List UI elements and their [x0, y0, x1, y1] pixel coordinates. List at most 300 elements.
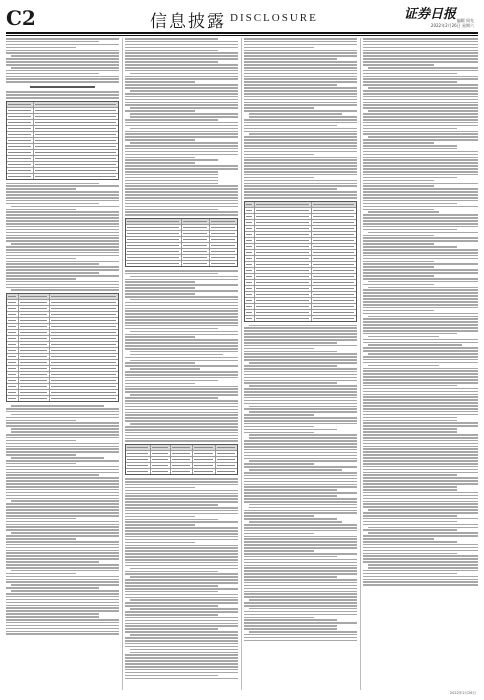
text-line — [125, 675, 218, 677]
text-line — [244, 429, 337, 431]
text-line — [130, 142, 238, 144]
text-line — [244, 394, 357, 396]
text-line — [363, 237, 478, 239]
text-line — [244, 151, 357, 153]
text-line — [125, 290, 238, 292]
text-line — [363, 457, 478, 459]
text-line — [363, 119, 478, 121]
text-line — [6, 541, 119, 543]
text-line — [125, 362, 195, 364]
text-line — [363, 472, 478, 474]
text-line — [6, 498, 119, 500]
text-line — [244, 353, 357, 355]
text-line — [244, 168, 357, 170]
text-line — [244, 377, 357, 379]
text-line — [125, 125, 238, 127]
text-line — [125, 67, 238, 69]
text-line — [244, 538, 357, 540]
table-cell — [19, 366, 51, 371]
text-line — [363, 284, 434, 286]
text-line — [244, 408, 357, 410]
text-line — [6, 223, 119, 225]
table-cell — [255, 298, 313, 303]
text-line — [125, 102, 238, 104]
table-cell — [182, 249, 210, 254]
text-line — [6, 573, 76, 575]
table-cell — [245, 316, 255, 321]
text-line — [125, 104, 238, 106]
text-line — [125, 293, 195, 295]
text-block — [6, 405, 119, 635]
table-cell — [50, 390, 118, 395]
text-line — [363, 434, 478, 436]
text-line — [125, 47, 238, 49]
text-line — [363, 581, 478, 583]
text-line — [363, 501, 478, 503]
text-line — [244, 625, 337, 627]
table-cell — [19, 372, 51, 377]
table-cell — [312, 220, 356, 225]
text-line — [6, 226, 119, 228]
text-line — [368, 232, 478, 234]
text-line — [244, 498, 357, 500]
text-line — [363, 157, 478, 159]
article-columns — [6, 38, 478, 690]
text-line — [125, 640, 238, 642]
text-line — [363, 330, 478, 332]
table-cell — [7, 162, 34, 167]
text-line — [130, 128, 238, 130]
text-line — [125, 348, 238, 350]
text-line — [363, 463, 478, 465]
text-line — [363, 131, 478, 133]
text-line — [6, 188, 76, 190]
text-line — [125, 296, 238, 298]
text-line — [6, 550, 119, 552]
table-cell — [7, 306, 19, 311]
text-line — [125, 582, 238, 584]
table-cell — [34, 102, 118, 107]
text-line — [244, 157, 357, 159]
table-cell — [245, 286, 255, 291]
text-line — [6, 631, 119, 633]
text-line — [6, 602, 119, 604]
text-line — [125, 406, 238, 408]
table-cell — [50, 384, 118, 389]
text-line — [125, 287, 195, 289]
section-title: 信息披露 — [150, 12, 226, 32]
text-line — [368, 287, 478, 289]
text-line — [368, 567, 478, 569]
text-line — [363, 139, 478, 141]
table-cell — [245, 214, 255, 219]
text-line — [363, 535, 478, 537]
text-line — [244, 495, 337, 497]
text-line — [244, 472, 357, 474]
text-line — [363, 301, 478, 303]
text-line — [363, 298, 478, 300]
text-line — [244, 330, 357, 332]
text-line — [363, 214, 478, 216]
table-cell — [255, 292, 313, 297]
table-cell — [255, 274, 313, 279]
text-line — [363, 584, 478, 586]
table-cell — [182, 243, 210, 248]
text-line — [363, 197, 478, 199]
text-line — [363, 454, 478, 456]
text-line — [125, 81, 195, 83]
table-cell — [171, 457, 193, 462]
text-line — [244, 191, 357, 193]
text-line — [363, 324, 478, 326]
text-line — [363, 492, 478, 494]
table-cell — [50, 318, 118, 323]
column-3 — [244, 38, 357, 690]
text-line — [125, 678, 238, 680]
text-line — [125, 284, 238, 286]
text-line — [6, 587, 99, 589]
text-line — [244, 194, 357, 196]
table-cell — [171, 445, 193, 450]
table-cell — [50, 342, 118, 347]
text-line — [249, 521, 342, 523]
table-cell — [126, 457, 151, 462]
text-line — [130, 351, 238, 353]
text-line — [368, 509, 478, 511]
text-line — [244, 356, 357, 358]
table-cell — [182, 225, 210, 230]
data-table — [244, 201, 357, 322]
text-line — [363, 235, 434, 237]
text-line — [6, 521, 119, 523]
table-cell — [245, 310, 255, 315]
text-line — [125, 643, 238, 645]
text-line — [363, 376, 478, 378]
table-cell — [19, 348, 51, 353]
text-line — [244, 107, 314, 109]
text-block — [125, 478, 238, 679]
text-line — [11, 584, 119, 586]
text-line — [363, 529, 457, 531]
text-line — [125, 585, 218, 587]
text-line — [244, 348, 314, 350]
text-line — [244, 455, 357, 457]
text-line — [6, 581, 119, 583]
text-line — [125, 148, 238, 150]
text-line — [363, 261, 434, 263]
text-line — [6, 434, 119, 436]
text-line — [244, 417, 357, 419]
text-line — [244, 102, 357, 104]
table-cell — [245, 298, 255, 303]
text-line — [244, 570, 357, 572]
text-line — [368, 281, 478, 283]
text-line — [11, 590, 119, 592]
column-divider — [241, 38, 242, 690]
text-line — [125, 374, 238, 376]
text-line — [363, 180, 434, 182]
text-line — [130, 423, 238, 425]
header-rule — [6, 32, 478, 34]
text-line — [363, 272, 478, 274]
text-line — [6, 544, 119, 546]
text-line — [125, 119, 218, 121]
text-line — [125, 429, 238, 431]
text-line — [125, 151, 238, 153]
text-line — [125, 435, 238, 437]
table-cell — [210, 231, 237, 236]
text-line — [363, 573, 457, 575]
text-line — [11, 405, 104, 407]
text-line — [244, 593, 357, 595]
text-line — [363, 183, 478, 185]
text-line — [244, 591, 357, 593]
text-line — [6, 443, 119, 445]
table-cell — [312, 316, 356, 321]
text-line — [244, 420, 357, 422]
text-line — [244, 78, 357, 80]
text-line — [363, 128, 457, 130]
text-line — [363, 76, 478, 78]
data-table — [6, 293, 119, 402]
text-line — [6, 272, 99, 274]
text-line — [125, 171, 218, 173]
text-line — [363, 474, 457, 476]
text-line — [125, 365, 238, 367]
text-line — [363, 61, 478, 63]
text-line — [6, 460, 119, 462]
text-line — [130, 331, 238, 333]
text-line — [11, 243, 119, 245]
text-line — [363, 206, 478, 208]
text-line — [125, 209, 218, 211]
text-line — [6, 579, 119, 581]
table-cell — [245, 262, 255, 267]
text-line — [244, 622, 357, 624]
text-line — [244, 478, 357, 480]
text-line — [363, 576, 478, 578]
table-cell — [19, 396, 51, 401]
text-line — [125, 55, 238, 57]
text-line — [244, 501, 357, 503]
text-line — [6, 246, 119, 248]
table-row — [126, 469, 237, 474]
text-line — [244, 463, 314, 465]
text-line — [363, 58, 478, 60]
text-line — [6, 607, 119, 609]
text-line — [6, 217, 119, 219]
text-line — [363, 125, 478, 127]
text-line — [125, 654, 238, 656]
text-line — [244, 617, 314, 619]
text-block — [244, 325, 357, 642]
table-cell — [19, 318, 51, 323]
text-line — [125, 623, 238, 625]
text-line — [363, 255, 478, 257]
section-title-english: DISCLOSURE — [230, 12, 318, 24]
text-line — [244, 640, 357, 642]
text-line — [6, 524, 119, 526]
table-cell — [50, 336, 118, 341]
text-line — [125, 553, 238, 555]
text-line — [6, 440, 76, 442]
text-line — [244, 585, 357, 587]
table-cell — [193, 457, 215, 462]
text-line — [244, 185, 357, 187]
text-line — [368, 344, 462, 346]
text-line — [363, 81, 457, 83]
text-line — [363, 249, 478, 251]
text-line — [363, 162, 478, 164]
text-line — [130, 360, 238, 362]
text-line — [363, 558, 478, 560]
text-line — [6, 610, 119, 612]
text-line — [244, 565, 357, 567]
text-line — [125, 383, 195, 385]
table-cell — [50, 312, 118, 317]
text-line — [130, 276, 238, 278]
text-line — [130, 368, 200, 370]
table-cell — [151, 469, 171, 474]
table-cell — [50, 366, 118, 371]
text-line — [363, 512, 478, 514]
table-cell — [34, 126, 118, 131]
text-line — [244, 90, 357, 92]
text-line — [368, 87, 478, 89]
text-line — [363, 104, 478, 106]
table-cell — [312, 208, 356, 213]
table-cell — [193, 469, 215, 474]
text-line — [6, 237, 119, 239]
table-cell — [34, 168, 118, 173]
text-line — [363, 318, 478, 320]
column-4 — [363, 38, 478, 690]
text-line — [6, 599, 119, 601]
table-cell — [245, 220, 255, 225]
text-line — [6, 70, 119, 72]
text-line — [363, 515, 457, 517]
text-line — [6, 451, 119, 453]
text-line — [125, 545, 238, 547]
table-cell — [245, 256, 255, 261]
text-line — [363, 52, 478, 54]
text-line — [125, 188, 238, 190]
text-line — [125, 64, 238, 66]
text-line — [363, 240, 478, 242]
text-line — [249, 434, 357, 436]
text-line — [6, 411, 119, 413]
text-line — [249, 362, 357, 364]
text-line — [125, 412, 238, 414]
table-cell — [7, 168, 34, 173]
text-line — [130, 107, 238, 109]
table-cell — [7, 384, 19, 389]
text-line — [368, 532, 478, 534]
text-line — [244, 50, 357, 52]
text-line — [244, 87, 357, 89]
text-line — [6, 278, 76, 280]
text-line — [363, 275, 434, 277]
text-line — [125, 397, 218, 399]
text-line — [244, 388, 357, 390]
text-line — [125, 310, 238, 312]
text-line — [363, 289, 478, 291]
text-line — [244, 403, 357, 405]
text-line — [249, 631, 357, 633]
text-line — [125, 438, 238, 440]
text-line — [6, 249, 119, 251]
text-line — [244, 512, 357, 514]
text-line — [11, 570, 119, 572]
text-line — [11, 67, 119, 69]
text-line — [6, 628, 119, 630]
text-line — [244, 518, 337, 520]
text-line — [125, 308, 238, 310]
text-line — [125, 588, 238, 590]
text-line — [244, 38, 357, 40]
table-cell — [312, 250, 356, 255]
text-line — [125, 96, 238, 98]
text-line — [244, 544, 357, 546]
text-line — [125, 93, 238, 95]
text-line — [6, 97, 119, 99]
table-cell — [19, 294, 51, 299]
text-line — [125, 533, 238, 535]
table-cell — [245, 268, 255, 273]
text-line — [244, 159, 357, 161]
text-line — [363, 544, 478, 546]
text-line — [125, 478, 238, 480]
text-line — [363, 96, 478, 98]
text-line — [368, 67, 478, 69]
text-line — [363, 310, 434, 312]
table-cell — [255, 226, 313, 231]
table-cell — [245, 202, 255, 207]
text-line — [363, 425, 478, 427]
text-line — [244, 524, 357, 526]
text-line — [363, 93, 478, 95]
table-cell — [210, 225, 237, 230]
text-line — [6, 209, 76, 211]
text-line — [244, 602, 357, 604]
text-line — [244, 104, 357, 106]
table-cell — [151, 445, 171, 450]
text-line — [363, 191, 478, 193]
text-line — [244, 533, 314, 535]
text-line — [368, 336, 439, 338]
text-line — [368, 365, 439, 367]
text-block — [6, 91, 119, 98]
text-line — [6, 616, 99, 618]
table-cell — [255, 262, 313, 267]
table-cell — [245, 232, 255, 237]
text-line — [6, 633, 119, 635]
text-line — [125, 530, 238, 532]
text-line — [125, 76, 238, 78]
table-cell — [312, 238, 356, 243]
text-line — [125, 78, 238, 80]
text-line — [363, 570, 478, 572]
text-line — [125, 510, 238, 512]
text-line — [6, 44, 119, 46]
table-cell — [19, 342, 51, 347]
text-line — [363, 203, 457, 205]
text-line — [363, 350, 478, 352]
column-divider — [360, 38, 361, 690]
text-line — [6, 495, 119, 497]
column-1 — [6, 38, 119, 690]
text-line — [125, 527, 238, 529]
